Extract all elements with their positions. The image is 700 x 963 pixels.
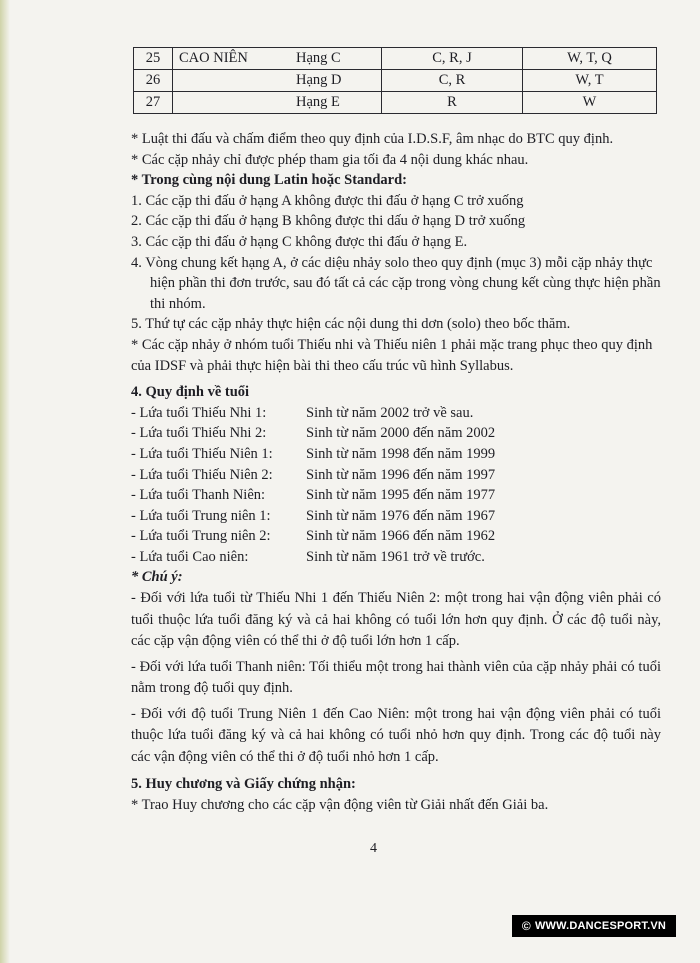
table-row (134, 48, 657, 70)
age-value: Sinh từ năm 1961 trở về trước. (306, 548, 485, 565)
grade-table (133, 47, 657, 114)
latin-dances: R (382, 92, 523, 114)
age-grade-cell (173, 48, 382, 70)
note-costume: * Các cặp nhảy ở nhóm tuổi Thiếu nhi và Thiếu niên 1 phải mặc trang phục theo quy định của IDSF và phải thực hiện bài thi theo cấu trúc vũ hình Syllabus. (131, 336, 653, 374)
age-item (131, 485, 661, 506)
note-max-events: * Các cặp nhảy chỉ được phép tham gia tối đa 4 nội dung khác nhau. (131, 151, 529, 168)
latin-dances: C, R (382, 70, 523, 92)
latin-dances: C, R, J (382, 48, 523, 70)
medal-text: * Trao Huy chương cho các cặp vận động viên từ Giải nhất đến Giải ba. (131, 796, 549, 813)
age-section-heading: 4. Quy định về tuổi (131, 384, 250, 401)
grade-label: Hạng C (296, 50, 341, 66)
table-row (134, 92, 657, 114)
age-note-2: - Đối với lứa tuổi Thanh niên: Tối thiểu một trong hai thành viên của cặp nhảy phải có tuổi nằm trong độ tuổi quy định. (131, 658, 661, 697)
age-note-heading: * Chú ý: (131, 569, 183, 586)
age-grade-cell (173, 92, 382, 114)
age-item (131, 526, 661, 547)
standard-dances: W (523, 92, 657, 114)
age-list (131, 403, 661, 568)
row-number: 25 (134, 48, 173, 70)
page-number: 4 (370, 841, 377, 856)
age-label: - Lứa tuổi Thiếu Nhi 1: (131, 404, 267, 421)
age-label: - Lứa tuổi Trung niên 2: (131, 528, 271, 545)
rule-3: 3. Các cặp thi đấu ở hạng C không được thi đấu ở hạng E. (131, 233, 468, 250)
standard-dances: W, T, Q (523, 48, 657, 70)
rule-2: 2. Các cặp thi đấu ở hạng B không được thi dấu ở hạng D trở xuống (131, 213, 526, 230)
copyright-icon: © (521, 919, 531, 933)
age-group: CAO NIÊN (179, 50, 248, 66)
age-grade-cell (173, 70, 382, 92)
age-note-3: - Đối với độ tuổi Trung Niên 1 đến Cao Niên: một trong hai vận động viên phải có tuổi thuộc lứa tuổi đăng ký và cả hai không có tuổi nhỏ hơn quy định. Trong các độ tuổi này các vận động viên có thể thi ở độ tuổi nhỏ hơn 1 cấp. (131, 705, 661, 765)
watermark-text: WWW.DANCESPORT.VN (534, 920, 667, 932)
row-number: 27 (134, 92, 173, 114)
age-label: - Lứa tuổi Trung niên 1: (131, 507, 271, 524)
rule-5: 5. Thứ tự các cặp nhảy thực hiện các nội dung thi dơn (solo) theo bốc thăm. (131, 316, 571, 333)
note-rules: * Luật thi đấu và chấm điểm theo quy định của I.D.S.F, âm nhạc do BTC quy định. (131, 131, 614, 147)
age-value: Sinh từ năm 1976 đến năm 1967 (306, 507, 496, 524)
age-item (131, 423, 661, 444)
age-label: - Lứa tuổi Cao niên: (131, 548, 249, 565)
age-item (131, 547, 661, 568)
age-label: - Lứa tuổi Thiếu Niên 1: (131, 445, 273, 462)
note-same-event-heading: * Trong cùng nội dung Latin hoặc Standard: (131, 172, 407, 189)
grade-label: Hạng E (296, 94, 340, 110)
age-label: - Lứa tuổi Thiếu Niên 2: (131, 466, 273, 483)
grade-label: Hạng D (296, 72, 342, 88)
document-body (131, 129, 661, 815)
age-item (131, 403, 661, 424)
age-item (131, 465, 661, 486)
age-value: Sinh từ năm 1996 đến năm 1997 (306, 466, 496, 483)
rule-1: 1. Các cặp thi đấu ở hạng A không được thi đấu ở hạng C trở xuống (131, 192, 524, 209)
page-edge (0, 0, 10, 963)
rule-4: 4. Vòng chung kết hạng A, ở các diệu nhảy solo theo quy định (mục 3) mỗi cặp nhảy thực hiện phần thi đơn trước, sau đó tất cả các cặp trong vòng chung kết cùng thực hiện phần thi nhóm. (131, 254, 661, 312)
standard-dances: W, T (523, 70, 657, 92)
table-row (134, 70, 657, 92)
age-value: Sinh từ năm 2000 đến năm 2002 (306, 425, 496, 442)
age-note-1: - Đối với lứa tuổi từ Thiếu Nhi 1 đến Thiếu Niên 2: một trong hai vận động viên phải có tuổi thuộc lứa tuổi đăng ký và cả hai không có tuổi lớn hơn quy định. Ở các độ tuổi này, các cặp vận động viên có thể thi ở độ tuổi lớn hơn 1 cấp. (131, 590, 661, 650)
row-number: 26 (134, 70, 173, 92)
medal-section-heading: 5. Huy chương và Giấy chứng nhận: (131, 776, 356, 793)
age-value: Sinh từ năm 2002 trở về sau. (306, 404, 474, 421)
age-value: Sinh từ năm 1966 đến năm 1962 (306, 528, 496, 545)
age-value: Sinh từ năm 1995 đến năm 1977 (306, 487, 496, 504)
watermark-badge (512, 915, 676, 937)
age-label: - Lứa tuổi Thanh Niên: (131, 487, 266, 504)
age-item (131, 506, 661, 527)
age-value: Sinh từ năm 1998 đến năm 1999 (306, 445, 496, 462)
age-label: - Lứa tuổi Thiếu Nhi 2: (131, 425, 267, 442)
age-item (131, 444, 661, 465)
